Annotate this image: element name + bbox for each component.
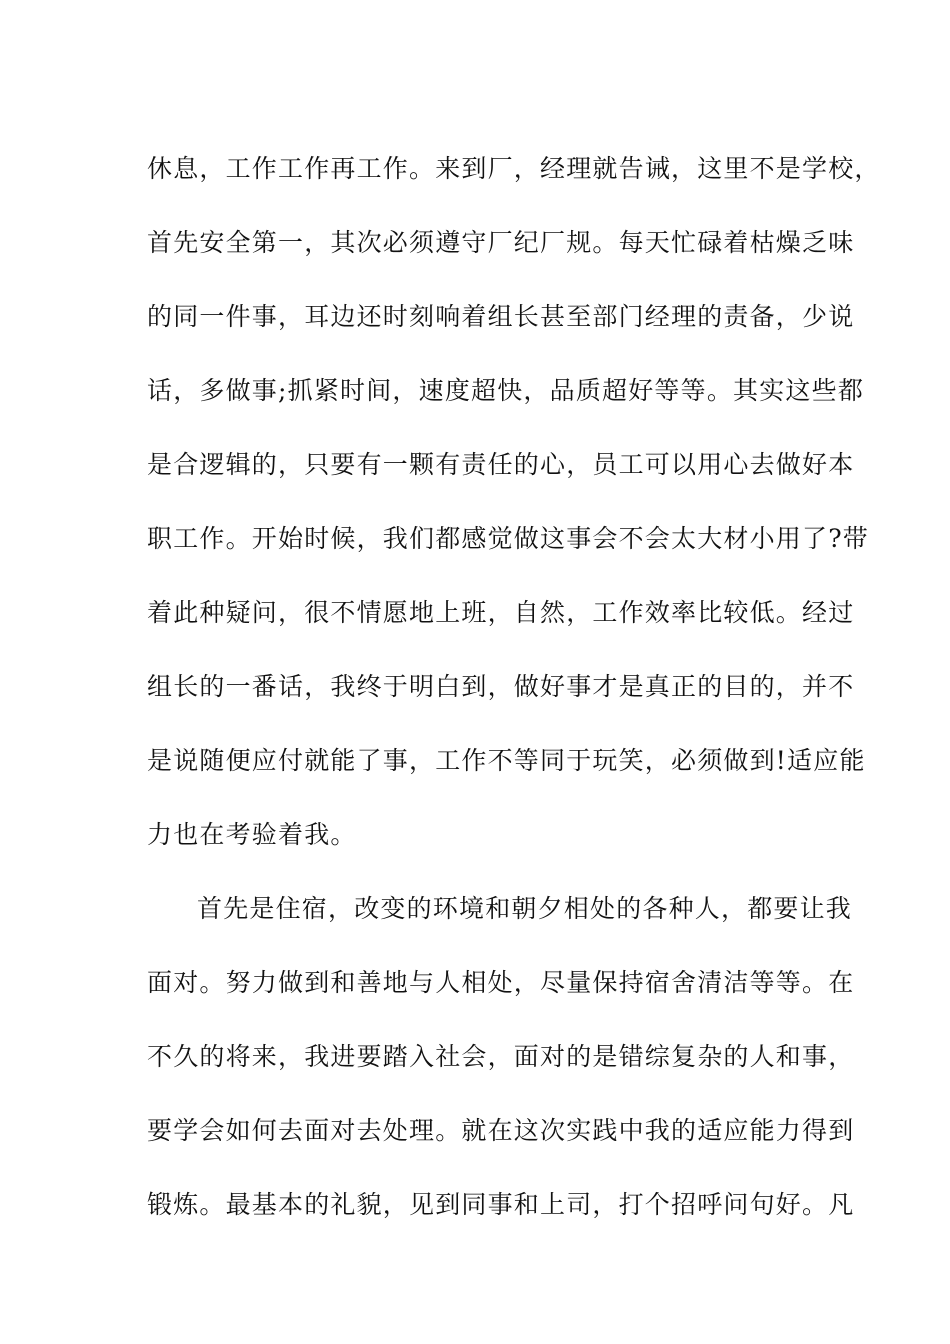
text-line: 力也在考验着我。 [147,820,357,849]
text-line: 锻炼。最基本的礼貌，见到同事和上司，打个招呼问句好。凡 [147,1190,855,1219]
text-line: 话，多做事;抓紧时间，速度超快，品质超好等等。其实这些都 [147,376,865,405]
text-line: 组长的一番话，我终于明白到，做好事才是真正的目的，并不 [147,672,855,701]
paragraph-start-line: 首先是住宿，改变的环境和朝夕相处的各种人，都要让我 [197,894,853,923]
text-line: 的同一件事，耳边还时刻响着组长甚至部门经理的责备，少说 [147,302,855,331]
text-line: 是合逻辑的，只要有一颗有责任的心，员工可以用心去做好本 [147,450,855,479]
text-line: 是说随便应付就能了事，工作不等同于玩笑，必须做到!适应能 [147,746,866,775]
text-line: 着此种疑问，很不情愿地上班，自然，工作效率比较低。经过 [147,598,855,627]
text-line: 要学会如何去面对去处理。就在这次实践中我的适应能力得到 [147,1116,855,1145]
body-text [147,132,881,1242]
text-line: 休息，工作工作再工作。来到厂，经理就告诫，这里不是学校， [147,154,881,183]
text-line: 职工作。开始时候，我们都感觉做这事会不会太大材小用了?带 [147,524,870,553]
text-line: 不久的将来，我进要踏入社会，面对的是错综复杂的人和事， [147,1042,855,1071]
text-line: 首先安全第一，其次必须遵守厂纪厂规。每天忙碌着枯燥乏味 [147,228,855,257]
text-line: 面对。努力做到和善地与人相处，尽量保持宿舍清洁等等。在 [147,968,855,997]
